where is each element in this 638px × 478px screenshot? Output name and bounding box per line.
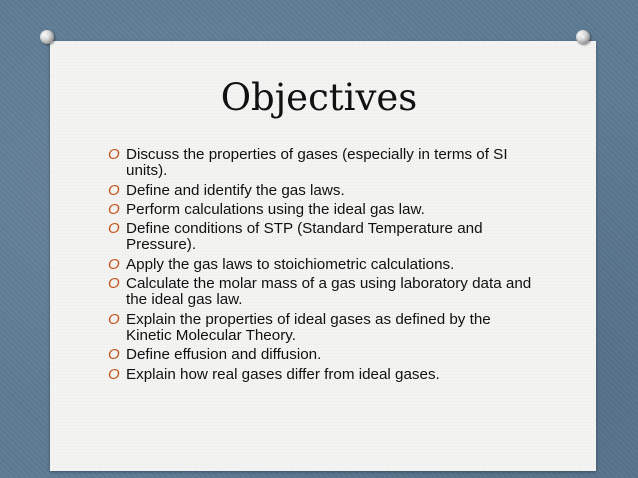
bullet-icon: O [108, 200, 120, 218]
pushpin-icon [576, 30, 590, 44]
objective-text: Discuss the properties of gases (especially in terms of SI units). [126, 146, 508, 180]
objective-text: Define effusion and diffusion. [126, 346, 322, 364]
bullet-icon: O [108, 346, 120, 364]
bullet-icon: O [108, 255, 120, 273]
list-item [108, 257, 538, 273]
bullet-icon: O [108, 181, 120, 199]
list-item [108, 183, 538, 199]
bullet-icon: O [108, 365, 120, 383]
list-item [108, 312, 538, 345]
slide-title: Objectives [220, 76, 418, 119]
objective-text: Perform calculations using the ideal gas law. [126, 200, 425, 218]
list-item [108, 367, 538, 383]
objective-text: Apply the gas laws to stoichiometric calculations. [126, 255, 455, 273]
objective-list [108, 147, 538, 386]
list-item [108, 202, 538, 218]
list-item [108, 147, 538, 180]
list-item [108, 221, 538, 254]
bullet-icon: O [108, 310, 120, 328]
objective-text: Explain how real gases differ from ideal gases. [126, 365, 440, 383]
list-item [108, 347, 538, 363]
objective-text: Define conditions of STP (Standard Temperature and Pressure). [126, 220, 483, 254]
list-item [108, 276, 538, 309]
objective-text: Calculate the molar mass of a gas using laboratory data and the ideal gas law. [126, 275, 532, 309]
pushpin-icon [40, 30, 54, 44]
objective-text: Define and identify the gas laws. [126, 181, 345, 199]
bullet-icon: O [108, 275, 120, 293]
bullet-icon: O [108, 220, 120, 238]
bullet-icon: O [108, 146, 120, 163]
objective-text: Explain the properties of ideal gases as defined by the Kinetic Molecular Theory. [126, 310, 491, 344]
